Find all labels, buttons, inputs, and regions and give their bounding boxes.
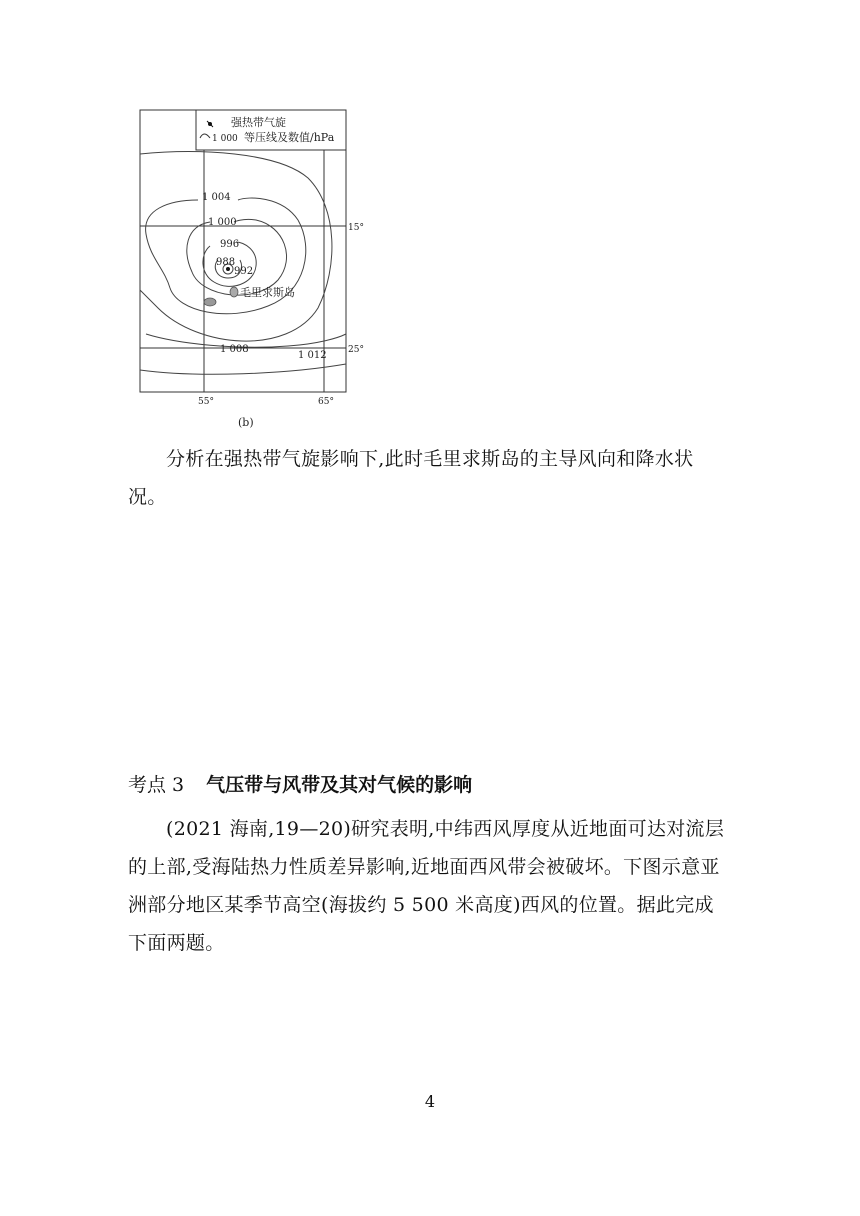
intro-paragraph: (2021 海南,19—20)研究表明,中纬西风厚度从近地面可达对流层的上部,受海陆热力性质差异影响,近地面西风带会被破坏。下图示意亚洲部分地区某季节高空(海拔约 5 500 米高度)西风的位置。据此完成下面两题。	[128, 818, 725, 954]
lat-label-25: 25°	[348, 345, 364, 355]
isobar-label-1004: 1 004	[202, 192, 231, 203]
section-title: 气压带与风带及其对气候的影响	[206, 774, 473, 796]
legend-isobar-label: 等压线及数值/hPa	[244, 131, 335, 144]
isobar-label-992: 992	[234, 266, 254, 277]
legend-cyclone-label: 强热带气旋	[231, 116, 286, 129]
section-number: 考点 3	[128, 774, 185, 796]
isobar-label-988: 988	[216, 257, 236, 268]
question-paragraph: 分析在强热带气旋影响下,此时毛里求斯岛的主导风向和降水状况。	[128, 448, 694, 508]
page-number: 4	[424, 1092, 436, 1111]
isobar-map-svg	[138, 108, 374, 434]
lon-label-65: 65°	[318, 397, 334, 407]
isobar-map-figure	[138, 108, 374, 434]
lat-label-15: 15°	[348, 223, 364, 233]
isobar-label-1012: 1 012	[298, 350, 327, 361]
island-reunion-shape	[204, 298, 216, 306]
lon-label-55: 55°	[198, 397, 214, 407]
mauritius-island-label: 毛里求斯岛	[240, 286, 295, 299]
isobar-label-1000: 1 000	[208, 217, 237, 228]
isobar-1000	[187, 219, 287, 295]
section-heading	[128, 770, 472, 797]
figure-caption: (b)	[238, 416, 254, 429]
legend-isobar-value: 1 000	[212, 134, 238, 144]
isobar-label-996: 996	[220, 239, 240, 250]
mauritius-island-shape	[230, 287, 238, 297]
isobar-label-1008: 1 008	[220, 344, 249, 355]
isobar-1012	[140, 364, 346, 374]
